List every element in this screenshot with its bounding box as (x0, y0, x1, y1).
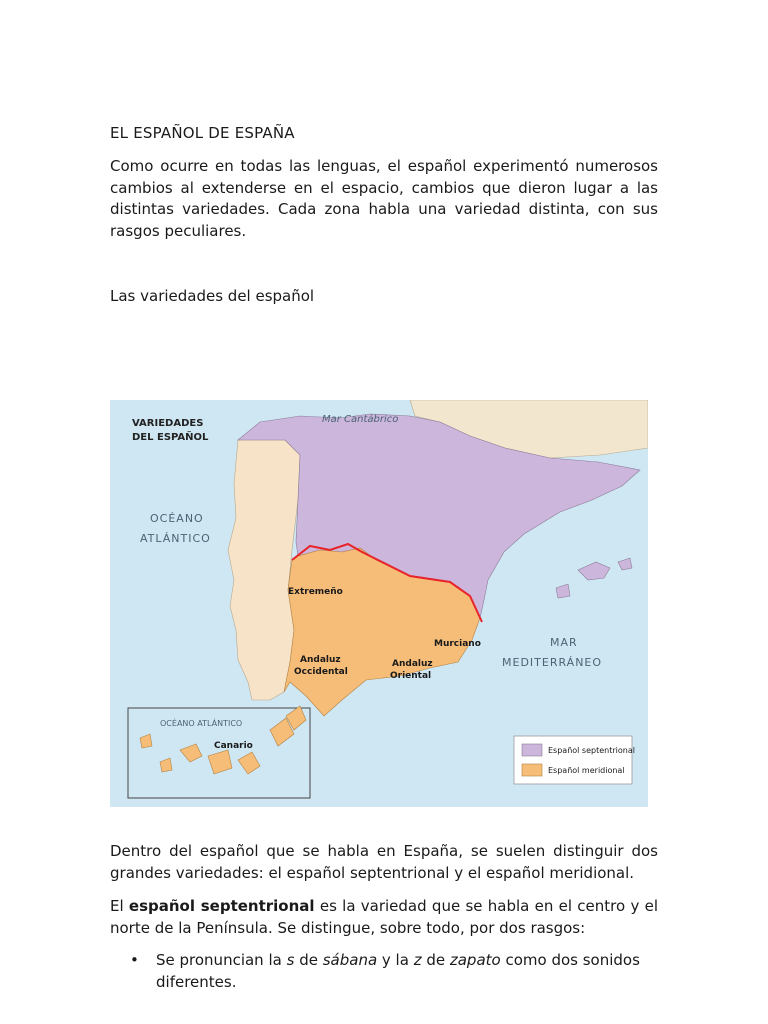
legend-label-septentrional: Español septentrional (548, 746, 635, 755)
septentrional-paragraph (110, 896, 658, 939)
bullet-text-3: y la (377, 951, 414, 969)
bullet-text-4: de (421, 951, 450, 969)
map-label-andaluz-occ-1: Andaluz (300, 655, 341, 665)
bullet-italic-2: sábana (322, 951, 378, 969)
map-label-canario: Canario (214, 741, 253, 751)
legend-label-meridional: Español meridional (548, 766, 625, 775)
legend-swatch-septentrional (522, 744, 542, 756)
legend-swatch-meridional (522, 764, 542, 776)
map-label-ocean-line1: OCÉANO (150, 512, 204, 525)
bullet-italic-3: z (413, 951, 422, 969)
map-heading-line1: VARIEDADES (132, 418, 204, 429)
map-label-mar-line2: MEDITERRÁNEO (502, 656, 603, 669)
section-subtitle: Las variedades del español (110, 287, 315, 305)
map-legend-box (514, 736, 632, 784)
map-label-ocean-line2: ATLÁNTICO (140, 532, 211, 545)
bullet-text-2: de (294, 951, 323, 969)
map-label-murciano: Murciano (434, 639, 481, 649)
map-label-extremeno: Extremeño (288, 587, 343, 597)
bullet-italic-1: s (286, 951, 295, 969)
map-heading-line2: DEL ESPAÑOL (132, 432, 209, 443)
bullet-item (130, 950, 684, 993)
bullet-dot-icon: • (130, 951, 139, 969)
map-label-andaluz-ori-1: Andaluz (392, 659, 433, 669)
map-label-inset-ocean: OCÉANO ATLÁNTICO (160, 719, 243, 728)
map-label-mar-line1: MAR (550, 636, 578, 649)
map-label-andaluz-ori-2: Oriental (390, 671, 432, 681)
bullet-italic-4: zapato (449, 951, 501, 969)
map-portugal (228, 440, 300, 700)
para3-post: es la variedad que se habla en el centro y el norte de la Península. Se distingue, sobre todo, por dos rasgos: (110, 897, 658, 937)
para3-pre: El (110, 897, 129, 915)
bullet-text-5: como dos sonidos diferentes. (156, 951, 640, 991)
map-label-cantabrico: Mar Cantábrico (322, 414, 399, 425)
para3-bold: español septentrional (128, 897, 315, 915)
varieties-paragraph: Dentro del español que se habla en España, se suelen distinguir dos grandes variedades: el español septentrional y el español meridional. (110, 842, 658, 882)
varieties-map (110, 400, 648, 807)
bullet-text-1: Se pronuncian la (156, 951, 287, 969)
map-label-andaluz-occ-2: Occidental (294, 667, 348, 677)
page-title: EL ESPAÑOL DE ESPAÑA (110, 124, 295, 142)
intro-paragraph: Como ocurre en todas las lenguas, el español experimentó numerosos cambios al extenderse en el espacio, cambios que dieron lugar a las distintas variedades. Cada zona habla una variedad distinta, con sus rasgos peculiares. (110, 157, 658, 240)
